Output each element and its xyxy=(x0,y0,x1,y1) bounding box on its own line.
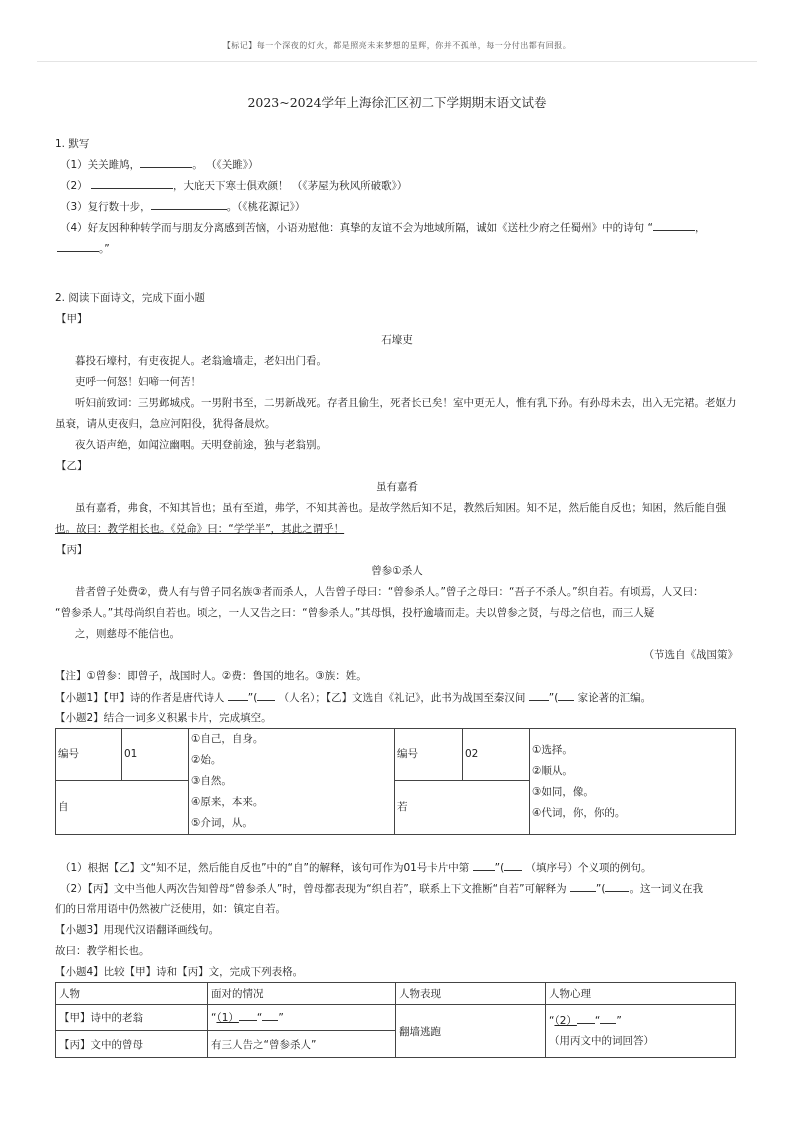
answer-blank[interactable] xyxy=(151,199,227,210)
table-cell-person: 【甲】诗中的老翁 xyxy=(56,1005,208,1031)
card-word-left: 自 xyxy=(56,781,189,835)
yi-line: 也。故曰：教学相长也。《兑命》曰：“学学半”，其此之谓乎！ xyxy=(55,523,345,535)
bing-line: “曾参杀人。”其母尚织自若也。顷之，一人又告之曰：“曾参杀人。”其母惧，投杼逾墙而走。夫以曾参之贤，与母之信也，而三人疑 xyxy=(55,607,655,619)
answer-blank[interactable] xyxy=(570,881,596,892)
answer-blank[interactable] xyxy=(239,1010,257,1021)
table-header: 人物心理 xyxy=(546,983,736,1005)
jia-line: 夜久语声绝，如闻泣幽咽。天明登前途，独与老翁别。 xyxy=(75,439,327,451)
sub-question-1: 【小题1】【甲】诗的作者是唐代诗人 ”( （人名）；【乙】文选自《礼记》，此书为战国至秦汉间 ”( 家论著的汇编。 xyxy=(55,692,652,704)
sub-question-2-part-2-cont: 们的日常用语中仍然被广泛使用，如：镇定自若。 xyxy=(55,903,286,915)
q1-item-4-cont: 。” xyxy=(57,241,110,256)
exam-title: 2023~2024学年上海徐汇区初二下学期期末语文试卷 xyxy=(247,95,547,110)
card-no-value: 02 xyxy=(463,729,530,781)
comparison-table xyxy=(55,982,736,1058)
answer-blank[interactable] xyxy=(57,241,99,252)
card-word-right: 若 xyxy=(395,781,530,835)
card-no-label: 编号 xyxy=(395,729,463,781)
table-cell-behavior: 翻墙逃跑 xyxy=(396,1005,546,1058)
poem-title-jia: 石壕吏 xyxy=(381,334,413,346)
text-title-yi: 虽有嘉肴 xyxy=(376,481,418,493)
answer-blank[interactable] xyxy=(473,860,495,871)
bing-line: 之，则慈母不能信也。 xyxy=(75,628,180,640)
table-cell-situation-blank[interactable]: “（1） “ ” xyxy=(208,1005,396,1031)
q1-item-3: （3）复行数十步， 。（《桃花源记》） xyxy=(60,201,306,213)
q1-item-4: （4）好友因种种转学而与朋友分离感到苦恼，小语劝慰他：真挚的友谊不会为地域所隔，诚如《送杜少府之任蜀州》中的诗句 “ ， xyxy=(60,222,706,234)
answer-blank[interactable] xyxy=(605,881,629,892)
polysemy-card-table xyxy=(55,728,736,835)
table-header: 人物 xyxy=(56,983,208,1005)
answer-blank[interactable] xyxy=(228,690,248,701)
header-divider xyxy=(37,61,757,62)
answer-blank[interactable] xyxy=(504,860,522,871)
motto-banner: 【标记】每一个深夜的灯火，都是照亮未来梦想的星辉，你并不孤单，每一分付出都有回报。 xyxy=(222,41,572,50)
card-senses-left: ①自己，自身。 ②始。 ③自然。 ④原来，本来。 ⑤介词，从。 xyxy=(189,729,395,835)
q1-heading: 1. 默写 xyxy=(55,138,90,150)
text-title-bing: 曾参①杀人 xyxy=(371,565,423,577)
sub-question-3-heading: 【小题3】用现代汉语翻译画线句。 xyxy=(55,924,220,936)
source-citation: （节选自《战国策》 xyxy=(643,649,738,661)
answer-blank[interactable] xyxy=(262,1010,278,1021)
answer-blank[interactable] xyxy=(600,1013,616,1024)
table-header: 人物表现 xyxy=(396,983,546,1005)
q1-item-2: （2） ，大庇天下寒士俱欢颜！ （《茅屋为秋风所破歌》） xyxy=(60,180,408,192)
q2-heading: 2. 阅读下面诗文，完成下面小题 xyxy=(55,292,205,304)
answer-blank[interactable] xyxy=(577,1013,595,1024)
jia-line: 听妇前致词：三男邺城戍。一男附书至，二男新战死。存者且偷生，死者长已矣！室中更无人，惟有乳下孙。有孙母未去，出入无完裙。老妪力 xyxy=(75,397,737,409)
table-cell-situation: 有三人告之“曾参杀人” xyxy=(208,1031,396,1058)
table-cell-mind[interactable]: “（2） “ ” （用丙文中的词回答） xyxy=(546,1005,736,1058)
table-header: 面对的情况 xyxy=(208,983,396,1005)
sub-question-4-heading: 【小题4】比较【甲】诗和【丙】文，完成下列表格。 xyxy=(55,966,304,978)
bing-line: 昔者曾子处费②，费人有与曾子同名族③者而杀人，人告曾子母曰：“曾参杀人。”曾子之母曰：“吾子不杀人。”织自若。有顷焉，人又曰： xyxy=(75,586,704,598)
card-no-label: 编号 xyxy=(56,729,122,781)
answer-blank[interactable] xyxy=(91,178,173,189)
card-senses-right: ①选择。 ②顺从。 ③如同，像。 ④代词，你，你的。 xyxy=(530,729,736,835)
sub-question-2-part-1: （1）根据【乙】文“知不足，然后能自反也”中的“自”的解释，该句可作为01号卡片中第 ”( （填序号）个义项的例句。 xyxy=(60,862,652,874)
q1-item-1: （1）关关雎鸠， 。 （《关雎》） xyxy=(60,159,259,171)
table-cell-person: 【丙】文中的曾母 xyxy=(56,1031,208,1058)
jia-line: 暮投石壕村，有吏夜捉人。老翁逾墙走，老妇出门看。 xyxy=(75,355,327,367)
card-no-value: 01 xyxy=(122,729,189,781)
answer-blank[interactable] xyxy=(558,690,574,701)
section-label-jia: 【甲】 xyxy=(56,313,88,325)
jia-line: 吏呼一何怒！妇啼一何苦！ xyxy=(75,376,201,388)
answer-blank[interactable] xyxy=(257,690,275,701)
annotation-note: 【注】①曾参：即曾子，战国时人。②费：鲁国的地名。③族：姓。 xyxy=(55,670,367,682)
answer-blank[interactable] xyxy=(529,690,549,701)
jia-line: 虽衰，请从吏夜归，急应河阳役，犹得备晨炊。 xyxy=(55,418,276,430)
sub-question-2-part-2: （2）【丙】文中当他人两次告知曾母“曾参杀人”时，曾母都表现为“织自若”，联系上下文推断“自若”可解释为 ”( 。这一词义在我 xyxy=(60,883,703,895)
answer-blank[interactable] xyxy=(140,157,192,168)
yi-line: 虽有嘉肴，弗食，不知其旨也；虽有至道，弗学，不知其善也。是故学然后知不足，教然后知困。知不足，然后能自反也；知困，然后能自强 xyxy=(75,502,726,514)
section-label-yi: 【乙】 xyxy=(56,460,88,472)
answer-blank[interactable] xyxy=(653,220,695,231)
section-label-bing: 【丙】 xyxy=(56,544,88,556)
sub-question-3-sentence: 故曰：教学相长也。 xyxy=(55,945,150,957)
sub-question-2-heading: 【小题2】结合一词多义积累卡片，完成填空。 xyxy=(55,712,272,724)
